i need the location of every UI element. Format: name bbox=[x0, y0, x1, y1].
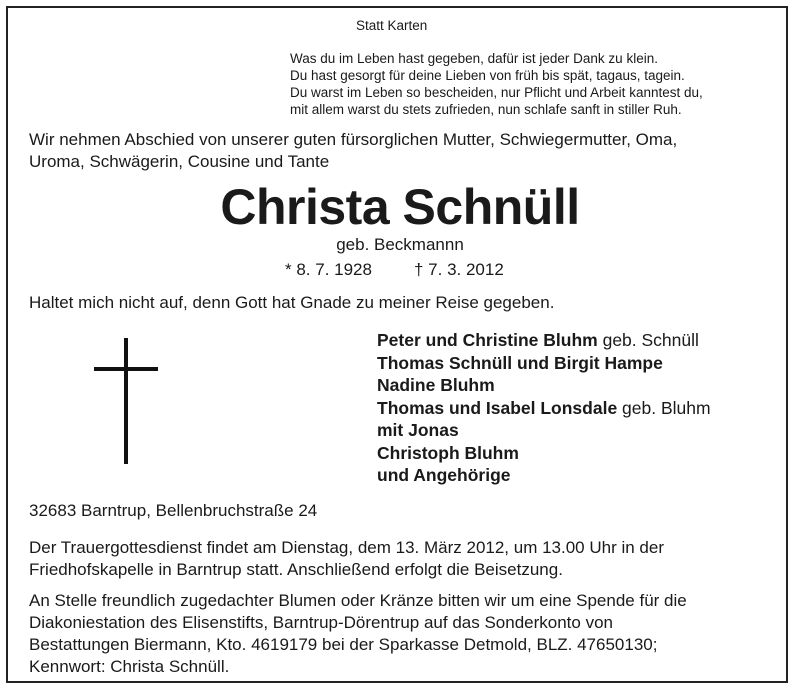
family-line bbox=[377, 397, 711, 420]
family-line bbox=[377, 352, 711, 375]
donation-line: An Stelle freundlich zugedachter Blumen oder Kränze bitten wir um eine Spende für die bbox=[29, 591, 687, 610]
statt-karten-label: Statt Karten bbox=[356, 18, 428, 33]
service-line: Der Trauergottesdienst findet am Dienstag, dem 13. März 2012, um 13.00 Uhr in der bbox=[29, 538, 664, 557]
service-text bbox=[29, 537, 664, 581]
family-name: Thomas und Isabel Lonsdale bbox=[377, 397, 618, 418]
poem-line: Du hast gesorgt für deine Lieben von früh bis spät, tagaus, tagein. bbox=[290, 68, 685, 83]
verse-text: Haltet mich nicht auf, denn Gott hat Gnade zu meiner Reise gegeben. bbox=[29, 293, 555, 312]
cross-horizontal-bar bbox=[94, 367, 158, 371]
service-line: Friedhofskapelle in Barntrup statt. Anschließend erfolgt die Beisetzung. bbox=[29, 560, 563, 579]
intro-text bbox=[29, 129, 677, 173]
poem-line: Du warst im Leben so bescheiden, nur Pflicht und Arbeit kanntest du, bbox=[290, 85, 703, 100]
intro-line: Wir nehmen Abschied von unserer guten fürsorglichen Mutter, Schwiegermutter, Oma, bbox=[29, 130, 678, 149]
donation-line: Diakoniestation des Elisenstifts, Barntrup-Dörentrup auf das Sonderkonto von bbox=[29, 613, 613, 632]
maiden-name: geb. Beckmannn bbox=[336, 235, 464, 254]
donation-line: Kennwort: Christa Schnüll. bbox=[29, 657, 230, 676]
cross-vertical-bar bbox=[124, 338, 128, 464]
family-line bbox=[377, 374, 711, 397]
family-name: Christoph Bluhm bbox=[377, 442, 519, 463]
family-suffix: geb. Bluhm bbox=[617, 397, 711, 418]
family-line bbox=[377, 442, 711, 465]
family-name: Thomas Schnüll und Birgit Hampe bbox=[377, 352, 663, 373]
address-text: 32683 Barntrup, Bellenbruchstraße 24 bbox=[29, 501, 318, 520]
deceased-name: Christa Schnüll bbox=[220, 179, 580, 235]
family-name: mit Jonas bbox=[377, 420, 459, 440]
death-date: † 7. 3. 2012 bbox=[414, 260, 504, 279]
donation-line: Bestattungen Biermann, Kto. 4619179 bei der Sparkasse Detmold, BLZ. 47650130; bbox=[29, 635, 658, 654]
family-name: Peter und Christine Bluhm bbox=[377, 330, 598, 350]
intro-line: Uroma, Schwägerin, Cousine und Tante bbox=[29, 152, 330, 171]
family-line bbox=[377, 419, 711, 442]
poem bbox=[290, 50, 703, 118]
donation-text bbox=[29, 590, 687, 678]
birth-date: * 8. 7. 1928 bbox=[285, 260, 372, 279]
poem-line: mit allem warst du stets zufrieden, nun schlafe sanft in stiller Ruh. bbox=[290, 102, 682, 117]
family-list bbox=[377, 329, 711, 487]
family-line bbox=[377, 464, 711, 487]
family-suffix: geb. Schnüll bbox=[597, 330, 699, 350]
family-name: und Angehörige bbox=[377, 465, 511, 485]
family-name: Nadine Bluhm bbox=[377, 375, 495, 395]
poem-line: Was du im Leben hast gegeben, dafür ist jeder Dank zu klein. bbox=[290, 51, 658, 66]
family-line bbox=[377, 329, 711, 352]
